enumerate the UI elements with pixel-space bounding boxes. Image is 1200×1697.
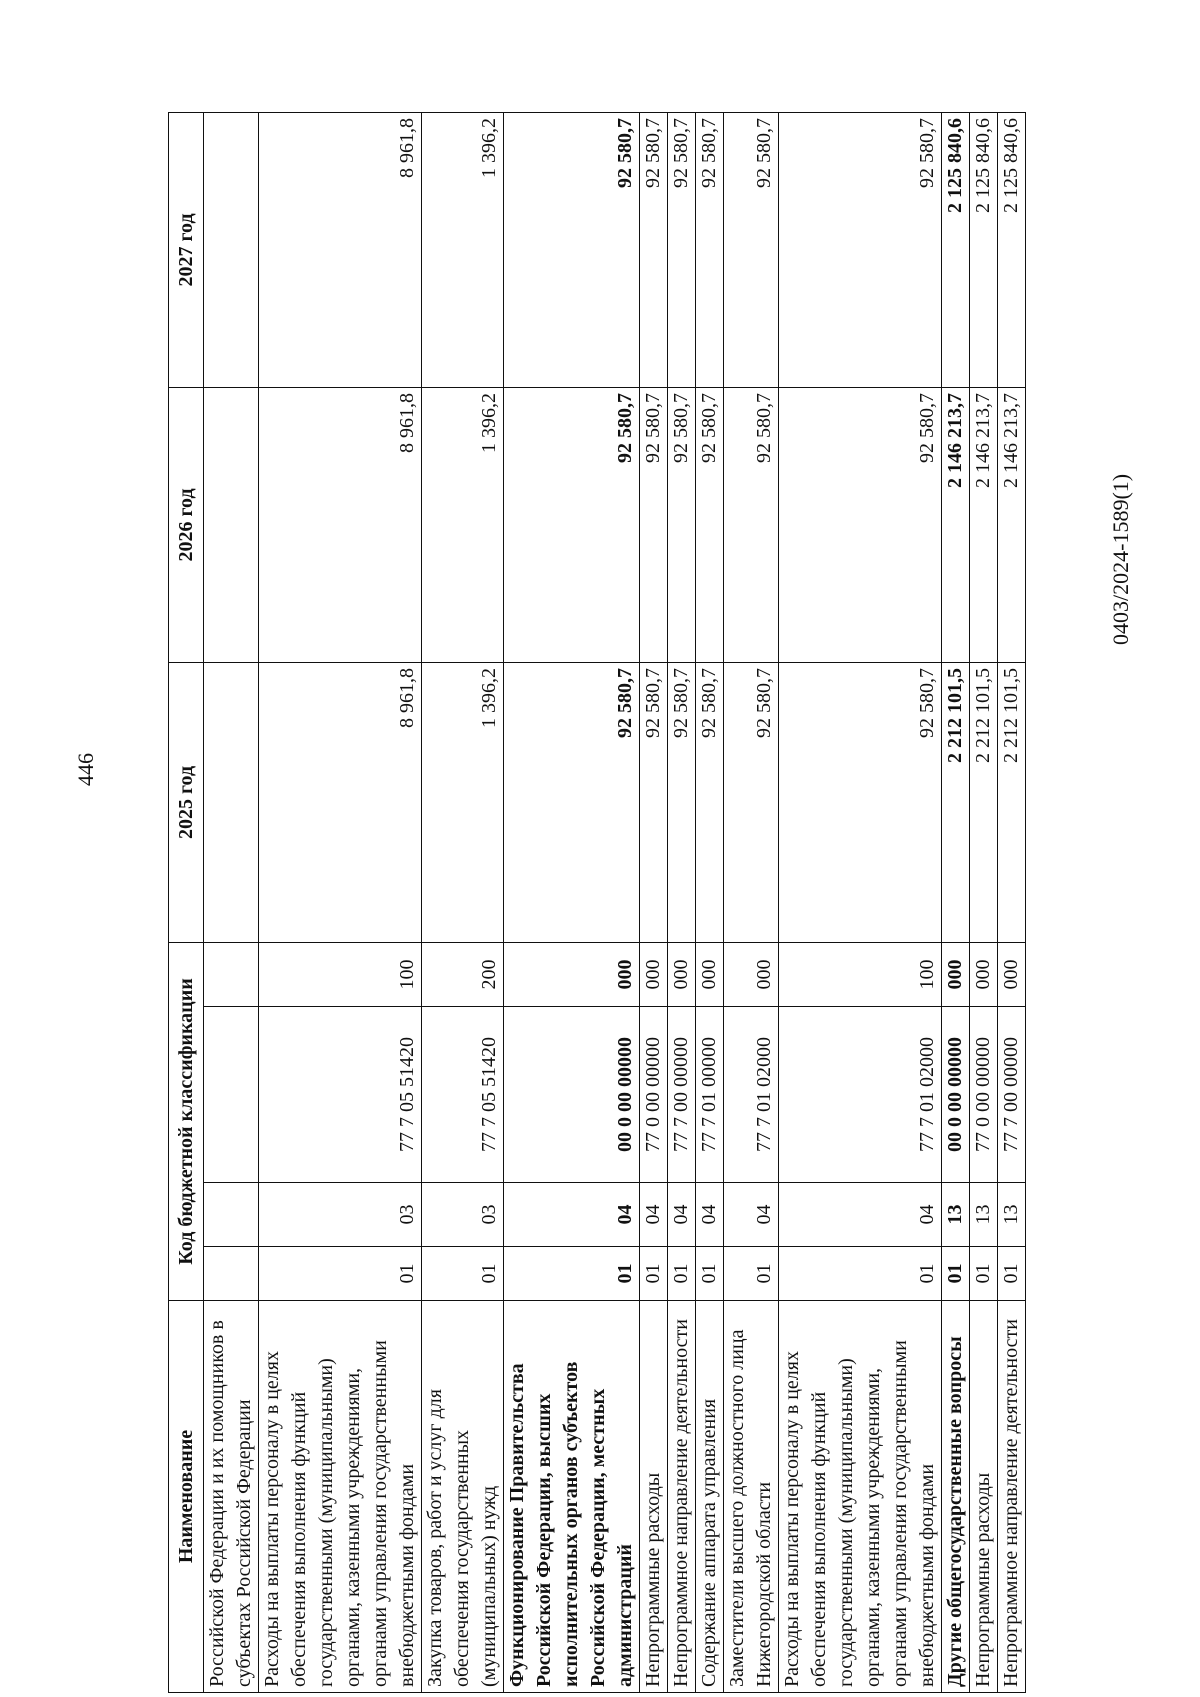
cell-vr [204,942,259,1006]
table-row [724,112,779,1692]
cell-rz: 01 [998,1247,1026,1301]
table-header-row [169,112,204,1692]
cell-vr: 000 [998,942,1026,1006]
cell-rz: 01 [668,1247,696,1301]
cell-vr: 000 [640,942,668,1006]
cell-y2026: 92 580,7 [640,387,668,662]
cell-y2025: 2 212 101,5 [970,662,998,942]
cell-vr: 000 [724,942,779,1006]
cell-pr: 04 [504,1183,640,1247]
cell-pr: 03 [259,1183,422,1247]
header-code: Код бюджетной классификации [169,942,204,1300]
cell-rz: 01 [970,1247,998,1301]
cell-name: Российской Федерации и их помощников в субъектах Российской Федерации [204,1301,259,1693]
cell-pr: 13 [998,1183,1026,1247]
cell-pr: 13 [970,1183,998,1247]
cell-y2027: 2 125 840,6 [998,112,1026,387]
cell-y2027: 92 580,7 [504,112,640,387]
table-row [970,112,998,1692]
cell-csr: 00 0 00 00000 [504,1007,640,1183]
cell-pr [204,1183,259,1247]
cell-y2026: 92 580,7 [668,387,696,662]
page-number: 446 [73,753,98,786]
cell-vr: 100 [779,942,942,1006]
table-row [668,112,696,1692]
cell-csr: 77 7 01 00000 [696,1007,724,1183]
header-name: Наименование [169,1301,204,1693]
cell-pr: 04 [668,1183,696,1247]
table-row [640,112,668,1692]
cell-name: Закупка товаров, работ и услуг для обеспечения государственных (муниципальных) нужд [422,1301,504,1693]
cell-y2025: 92 580,7 [779,662,942,942]
cell-csr: 77 7 00 00000 [998,1007,1026,1183]
cell-y2026: 92 580,7 [504,387,640,662]
cell-y2027: 92 580,7 [696,112,724,387]
cell-y2025: 92 580,7 [640,662,668,942]
table-row [259,112,422,1692]
table-row [696,112,724,1692]
cell-csr: 77 7 05 51420 [259,1007,422,1183]
cell-vr: 000 [696,942,724,1006]
cell-pr: 04 [640,1183,668,1247]
cell-y2026: 1 396,2 [422,387,504,662]
cell-name: Расходы на выплаты персоналу в целях обеспечения выполнения функций государственными (муниципальными) органами, казенными учреждениями, органами управления государственными внебюджетными фондами [779,1301,942,1693]
cell-name: Непрограммные расходы [970,1301,998,1693]
cell-vr: 000 [942,942,970,1006]
cell-y2025: 92 580,7 [696,662,724,942]
cell-pr: 04 [696,1183,724,1247]
cell-name: Непрограммное направление деятельности [668,1301,696,1693]
cell-y2025: 92 580,7 [724,662,779,942]
cell-vr: 000 [504,942,640,1006]
table-row [204,112,259,1692]
cell-rz: 01 [422,1247,504,1301]
cell-rz: 01 [696,1247,724,1301]
cell-y2026 [204,387,259,662]
cell-csr: 77 7 01 02000 [779,1007,942,1183]
table-body [204,112,1026,1692]
cell-rz: 01 [942,1247,970,1301]
cell-pr: 03 [422,1183,504,1247]
cell-vr: 000 [668,942,696,1006]
cell-y2026: 92 580,7 [724,387,779,662]
cell-y2026: 92 580,7 [779,387,942,662]
cell-name: Функционирование Правительства Российской Федерации, высших исполнительных органов субъектов Российской Федерации, местных администраций [504,1301,640,1693]
budget-table-container [168,113,1048,1693]
cell-csr: 00 0 00 00000 [942,1007,970,1183]
header-2025: 2025 год [169,662,204,942]
cell-rz: 01 [779,1247,942,1301]
cell-rz: 01 [504,1247,640,1301]
cell-csr: 77 7 05 51420 [422,1007,504,1183]
cell-y2027: 1 396,2 [422,112,504,387]
cell-csr: 77 7 01 02000 [724,1007,779,1183]
cell-y2025: 92 580,7 [504,662,640,942]
cell-pr: 04 [724,1183,779,1247]
cell-y2027: 92 580,7 [668,112,696,387]
table-row [942,112,970,1692]
cell-y2025: 2 212 101,5 [998,662,1026,942]
cell-name: Расходы на выплаты персоналу в целях обеспечения выполнения функций государственными (муниципальными) органами, казенными учреждениями, органами управления государственными внебюджетными фондами [259,1301,422,1693]
table-row [422,112,504,1692]
cell-y2027: 92 580,7 [640,112,668,387]
cell-y2027: 2 125 840,6 [970,112,998,387]
cell-y2026: 92 580,7 [696,387,724,662]
table-row [504,112,640,1692]
header-2026: 2026 год [169,387,204,662]
cell-y2025 [204,662,259,942]
cell-y2027: 92 580,7 [779,112,942,387]
cell-y2027 [204,112,259,387]
cell-csr: 77 7 00 00000 [668,1007,696,1183]
cell-y2026: 2 146 213,7 [942,387,970,662]
cell-vr: 000 [970,942,998,1006]
cell-rz: 01 [259,1247,422,1301]
cell-y2027: 8 961,8 [259,112,422,387]
cell-y2025: 8 961,8 [259,662,422,942]
document-code: 0403/2024-1589(1) [1108,473,1133,645]
cell-y2027: 2 125 840,6 [942,112,970,387]
cell-rz [204,1247,259,1301]
header-2027: 2027 год [169,112,204,387]
cell-y2025: 92 580,7 [668,662,696,942]
cell-y2027: 92 580,7 [724,112,779,387]
cell-y2025: 1 396,2 [422,662,504,942]
cell-pr: 13 [942,1183,970,1247]
cell-name: Непрограммные расходы [640,1301,668,1693]
cell-y2026: 2 146 213,7 [998,387,1026,662]
cell-vr: 200 [422,942,504,1006]
cell-pr: 04 [779,1183,942,1247]
cell-csr [204,1007,259,1183]
cell-y2026: 2 146 213,7 [970,387,998,662]
cell-rz: 01 [724,1247,779,1301]
cell-csr: 77 0 00 00000 [970,1007,998,1183]
cell-name: Другие общегосударственные вопросы [942,1301,970,1693]
cell-rz: 01 [640,1247,668,1301]
budget-table [168,112,1026,1693]
cell-y2026: 8 961,8 [259,387,422,662]
table-row [998,112,1026,1692]
cell-name: Непрограммное направление деятельности [998,1301,1026,1693]
cell-name: Содержание аппарата управления [696,1301,724,1693]
table-row [779,112,942,1692]
cell-y2025: 2 212 101,5 [942,662,970,942]
cell-csr: 77 0 00 00000 [640,1007,668,1183]
cell-name: Заместители высшего должностного лица Нижегородской области [724,1301,779,1693]
cell-vr: 100 [259,942,422,1006]
